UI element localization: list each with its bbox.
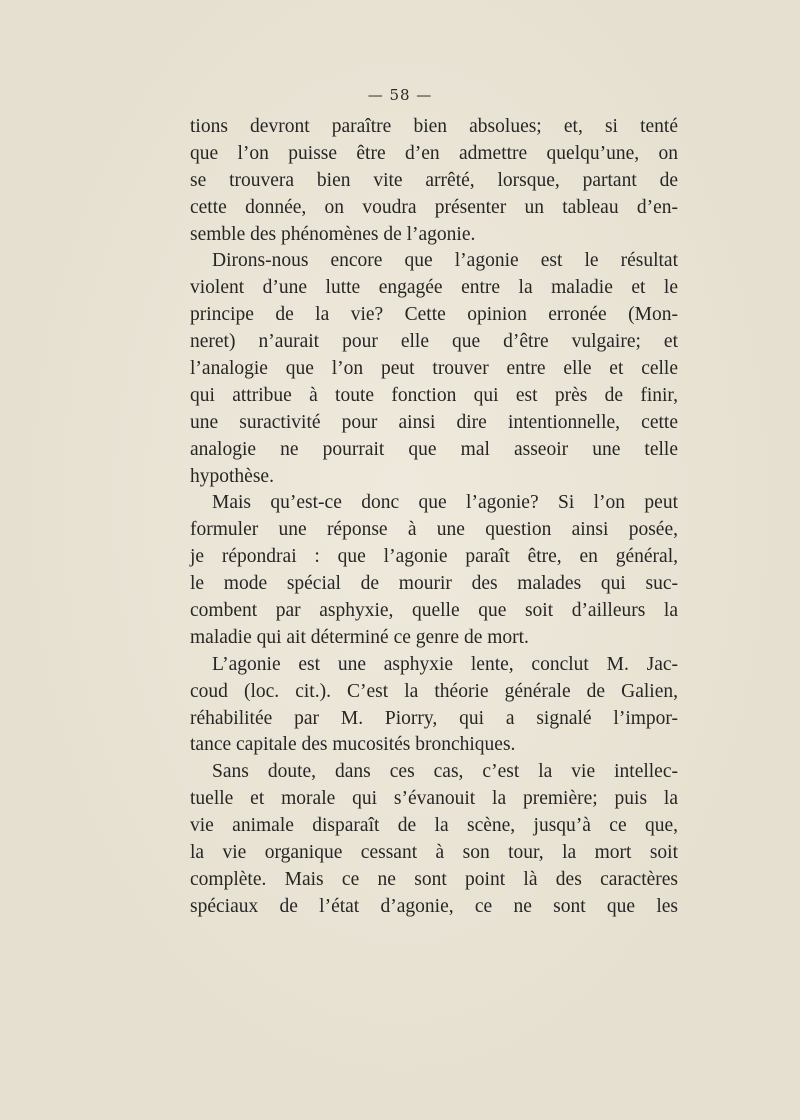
text-line: formuler une réponse à une question ainsi posée, [190,519,678,541]
page-number: — 58 — [367,86,433,104]
text-line: principe de la vie? Cette opinion erronée (Mon- [190,304,678,326]
body-text [190,114,678,921]
text-line: le mode spécial de mourir des malades qui suc- [190,573,678,595]
text-line: tuelle et morale qui s’évanouit la première; puis la [190,788,678,810]
text-line: analogie ne pourrait que mal asseoir une telle [190,438,678,460]
text-line: violent d’une lutte engagée entre la maladie et le [190,277,678,299]
text-line: L’agonie est une asphyxie lente, conclut M. Jac- [212,653,678,675]
text-line: combent par asphyxie, quelle que soit d’ailleurs la [190,600,678,622]
text-line: cette donnée, on voudra présenter un tableau d’en- [190,196,678,218]
text-line: l’analogie que l’on peut trouver entre elle et celle [190,358,678,380]
text-line: hypothèse. [190,465,274,487]
text-line: coud (loc. cit.). C’est la théorie générale de Galien, [190,680,678,702]
text-line: tions devront paraître bien absolues; et, si tenté [190,116,678,137]
text-line: tance capitale des mucosités bronchiques. [190,734,516,756]
text-line: réhabilitée par M. Piorry, qui a signalé l’impor- [190,707,678,729]
text-line: maladie qui ait déterminé ce genre de mort. [190,626,529,648]
text-line: se trouvera bien vite arrêté, lorsque, partant de [190,169,678,191]
text-line: que l’on puisse être d’en admettre quelqu’une, on [190,142,678,164]
text-line: neret) n’aurait pour elle que d’être vulgaire; et [190,331,678,353]
text-line: semble des phénomènes de l’agonie. [190,223,476,245]
text-line: la vie organique cessant à son tour, la mort soit [190,842,678,864]
text-line: je répondrai : que l’agonie paraît être, en général, [190,546,678,568]
text-line: Dirons-nous encore que l’agonie est le résultat [212,250,678,272]
text-line: vie animale disparaît de la scène, jusqu’à ce que, [190,815,678,837]
text-line: Sans doute, dans ces cas, c’est la vie intellec- [212,761,678,783]
text-line: spéciaux de l’état d’agonie, ce ne sont que les [190,895,678,917]
text-line: complète. Mais ce ne sont point là des caractères [190,868,678,890]
text-line: qui attribue à toute fonction qui est près de finir, [190,384,678,406]
text-line: une suractivité pour ainsi dire intentionnelle, cette [190,411,678,433]
text-line: Mais qu’est-ce donc que l’agonie? Si l’on peut [212,492,678,514]
